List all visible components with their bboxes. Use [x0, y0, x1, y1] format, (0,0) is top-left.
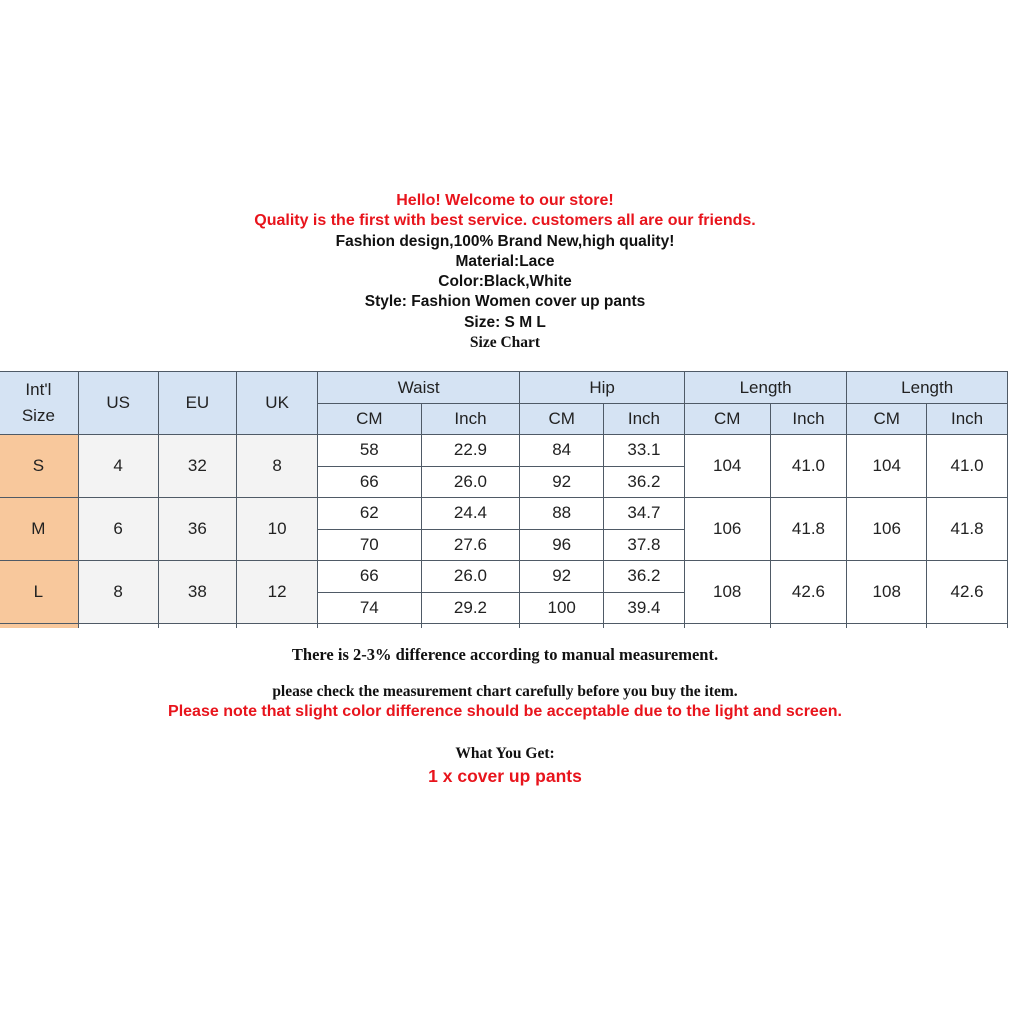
cut-cell	[0, 624, 78, 629]
waist-cm-header: CM	[317, 404, 421, 435]
length1-inch-cell: 42.6	[770, 561, 847, 624]
length1-cm-cell: 104	[684, 435, 770, 498]
color-text: Color:Black,White	[438, 273, 572, 291]
hip-cm-cell: 88	[520, 498, 604, 530]
eu-cell: 36	[158, 498, 237, 561]
hip-inch-cell: 33.1	[604, 435, 685, 467]
waist-cm-cell: 66	[317, 466, 421, 498]
cut-cell	[78, 624, 158, 629]
waist-inch-cell: 27.6	[421, 529, 520, 561]
cut-cell	[421, 624, 520, 629]
eu-header: EU	[158, 372, 237, 435]
cut-cell	[158, 624, 237, 629]
length1-inch-cell: 41.8	[770, 498, 847, 561]
waist-inch-cell: 22.9	[421, 435, 520, 467]
length1-cm-cell: 108	[684, 561, 770, 624]
hip-inch-cell: 37.8	[604, 529, 685, 561]
length2-inch-cell: 41.8	[927, 498, 1008, 561]
intro-section	[0, 191, 1010, 353]
what-you-get-section	[0, 744, 1010, 788]
check-note: please check the measurement chart carefully before you buy the item.	[272, 683, 738, 700]
waist-cm-cell: 58	[317, 435, 421, 467]
length2-inch-cell: 42.6	[927, 561, 1008, 624]
cut-cell	[604, 624, 685, 629]
eu-cell: 38	[158, 561, 237, 624]
length-header-2: Length	[847, 372, 1008, 404]
uk-cell: 8	[237, 435, 318, 498]
hip-cm-cell: 96	[520, 529, 604, 561]
waist-inch-cell: 29.2	[421, 592, 520, 624]
waist-inch-cell: 26.0	[421, 466, 520, 498]
length2-cm-cell: 106	[847, 498, 927, 561]
size-cell: L	[0, 561, 78, 624]
us-cell: 8	[78, 561, 158, 624]
table-row	[0, 435, 1008, 467]
waist-cm-cell: 70	[317, 529, 421, 561]
length2-inch-header: Inch	[927, 404, 1008, 435]
waist-inch-cell: 26.0	[421, 561, 520, 593]
hip-cm-header: CM	[520, 404, 604, 435]
cut-cell	[317, 624, 421, 629]
check-notes	[0, 682, 1010, 723]
table-row	[0, 498, 1008, 530]
cut-cell	[770, 624, 847, 629]
length1-inch-cell: 41.0	[770, 435, 847, 498]
waist-header: Waist	[317, 372, 519, 404]
hip-inch-cell: 36.2	[604, 561, 685, 593]
color-note: Please note that slight color difference should be acceptable due to the light and screen.	[168, 703, 842, 721]
size-text: Size: S M L	[464, 313, 546, 331]
length2-cm-cell: 104	[847, 435, 927, 498]
intl-header-label: Int'l	[25, 380, 52, 399]
size-header-label: Size	[21, 406, 55, 425]
cut-cell	[927, 624, 1008, 629]
cut-cell	[684, 624, 770, 629]
length-header-1: Length	[684, 372, 847, 404]
hip-inch-header: Inch	[604, 404, 685, 435]
cut-cell	[237, 624, 318, 629]
hip-header: Hip	[520, 372, 685, 404]
cut-cell	[520, 624, 604, 629]
uk-cell: 10	[237, 498, 318, 561]
us-header: US	[78, 372, 158, 435]
hip-inch-cell: 34.7	[604, 498, 685, 530]
quality-text: Quality is the first with best service. customers all are our friends.	[254, 212, 756, 230]
table-cut-row	[0, 624, 1008, 629]
waist-inch-header: Inch	[421, 404, 520, 435]
length1-cm-header: CM	[684, 404, 770, 435]
table-row	[0, 561, 1008, 593]
eu-cell: 32	[158, 435, 237, 498]
style-text: Style: Fashion Women cover up pants	[364, 293, 646, 311]
waist-cm-cell: 74	[317, 592, 421, 624]
uk-cell: 12	[237, 561, 318, 624]
chart-title: Size Chart	[469, 334, 541, 352]
length2-inch-cell: 41.0	[927, 435, 1008, 498]
size-cell: S	[0, 435, 78, 498]
hip-cm-cell: 92	[520, 466, 604, 498]
hip-cm-cell: 84	[520, 435, 604, 467]
length2-cm-header: CM	[847, 404, 927, 435]
waist-inch-cell: 24.4	[421, 498, 520, 530]
greeting-text: Hello! Welcome to our store!	[396, 192, 614, 209]
size-cell: M	[0, 498, 78, 561]
design-text: Fashion design,100% Brand New,high quality!	[335, 232, 675, 250]
uk-header: UK	[237, 372, 318, 435]
hip-inch-cell: 36.2	[604, 466, 685, 498]
size-chart-table	[0, 371, 1008, 628]
waist-cm-cell: 66	[317, 561, 421, 593]
difference-note: There is 2-3% difference according to manual measurement.	[291, 645, 719, 664]
waist-cm-cell: 62	[317, 498, 421, 530]
intl-size-header	[0, 372, 78, 435]
hip-cm-cell: 100	[520, 592, 604, 624]
notes-section	[0, 645, 1010, 665]
hip-inch-cell: 39.4	[604, 592, 685, 624]
package-item: 1 x cover up pants	[428, 766, 582, 787]
us-cell: 4	[78, 435, 158, 498]
length1-cm-cell: 106	[684, 498, 770, 561]
what-you-get-label: What You Get:	[455, 745, 555, 762]
cut-cell	[847, 624, 927, 629]
hip-cm-cell: 92	[520, 561, 604, 593]
us-cell: 6	[78, 498, 158, 561]
length2-cm-cell: 108	[847, 561, 927, 624]
length1-inch-header: Inch	[770, 404, 847, 435]
material-text: Material:Lace	[455, 252, 555, 270]
